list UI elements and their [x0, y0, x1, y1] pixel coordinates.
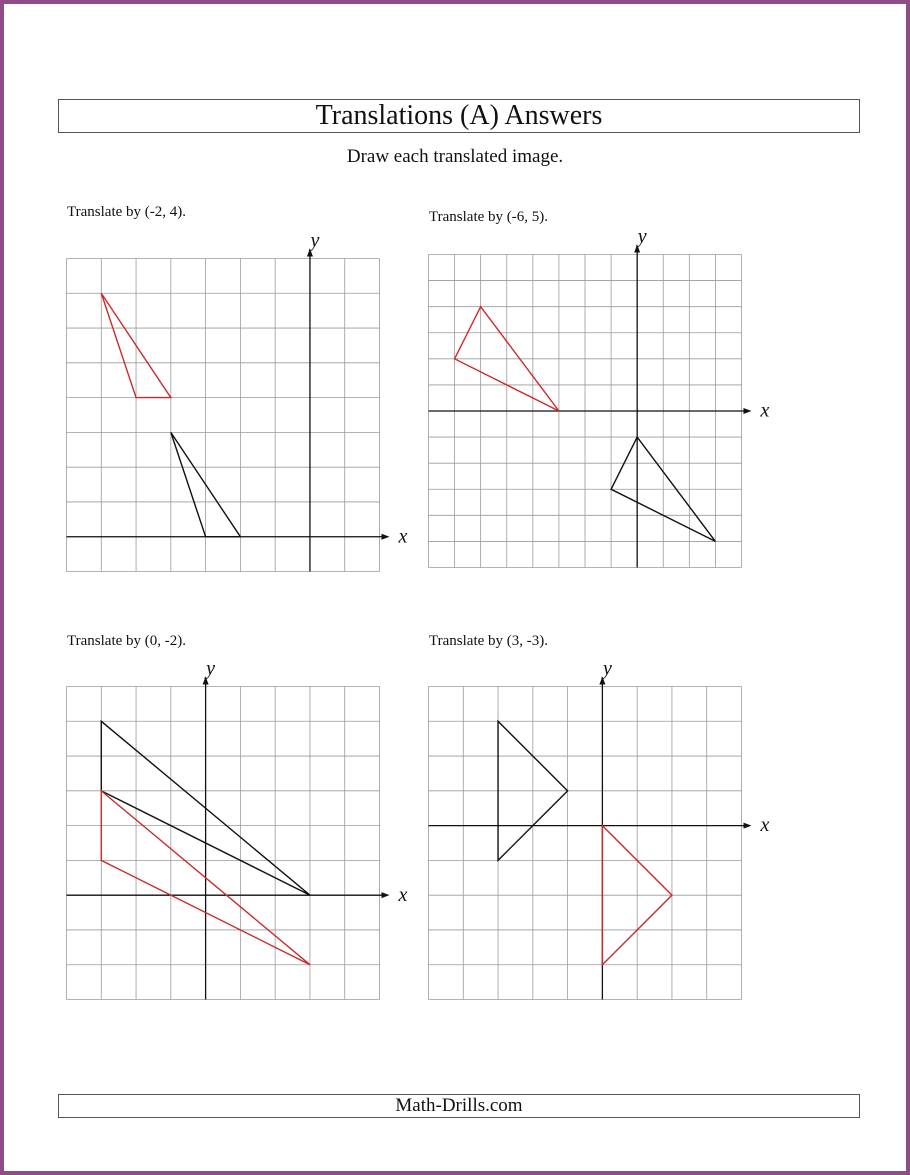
problem-2-label: Translate by (-6, 5). — [429, 209, 549, 225]
y-axis-label: y — [602, 657, 612, 680]
x-axis-label: x — [760, 399, 770, 422]
problem-4-label: Translate by (3, -3). — [429, 633, 549, 649]
problem-1-graph — [66, 229, 408, 572]
problem-1-label: Translate by (-2, 4). — [67, 204, 187, 220]
y-axis-label: y — [637, 225, 647, 248]
y-axis-label: y — [206, 657, 216, 680]
y-axis-label: y — [310, 229, 320, 252]
x-axis-label: x — [398, 525, 408, 548]
x-axis-label: x — [760, 814, 770, 837]
problem-4-graph — [428, 657, 770, 1000]
instruction-text: Draw each translated image. — [346, 146, 564, 167]
problem-3-label: Translate by (0, -2). — [67, 633, 187, 649]
problem-2-graph — [428, 225, 770, 568]
footer-site-name: Math-Drills.com — [58, 1094, 860, 1118]
x-axis-label: x — [398, 883, 408, 906]
problem-3-graph — [66, 657, 408, 1000]
worksheet-title: Translations (A) Answers — [58, 99, 860, 133]
